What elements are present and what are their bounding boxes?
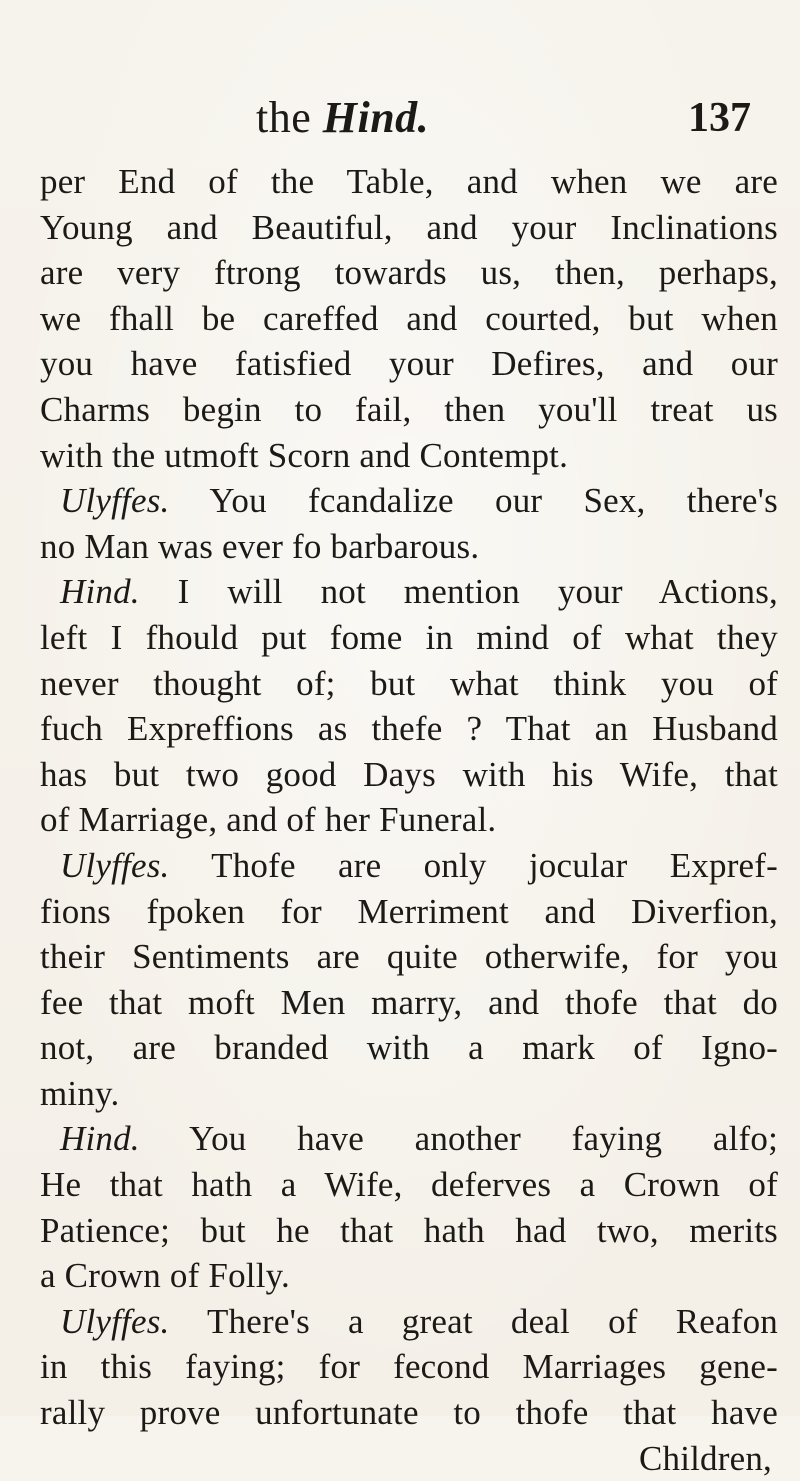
- line-text: we fhall be careffed and courted, but when: [40, 298, 778, 338]
- running-head: [256, 92, 429, 143]
- running-head-prefix: the: [256, 93, 312, 142]
- text-line: [40, 387, 778, 433]
- line-text: You have another faying alfo;: [139, 1119, 778, 1159]
- speaker-name: Hind.: [60, 1119, 140, 1159]
- body-text: [40, 159, 778, 1481]
- text-line: [40, 1025, 778, 1071]
- text-line: [40, 250, 778, 296]
- catchword: Children,: [638, 1438, 772, 1478]
- line-text: Thofe are only jocular Expref-: [169, 845, 778, 885]
- text-line: [40, 341, 778, 387]
- text-line: [40, 433, 778, 479]
- text-line: [40, 524, 778, 570]
- speaker-name: Ulyffes.: [60, 1301, 170, 1341]
- line-text: you have fatisfied your Defires, and our: [40, 344, 778, 384]
- speech-line: [40, 1116, 778, 1162]
- line-text: left I fhould put fome in mind of what they: [40, 617, 778, 657]
- text-line: [40, 797, 778, 843]
- line-text: fee that moft Men marry, and thofe that do: [40, 982, 778, 1022]
- text-line: [40, 1208, 778, 1254]
- text-line: [40, 1162, 778, 1208]
- line-text: no Man was ever fo barbarous.: [40, 526, 480, 566]
- text-line: [40, 1390, 778, 1436]
- speaker-name: Hind.: [60, 572, 140, 612]
- text-line: [40, 1344, 778, 1390]
- text-line: [40, 706, 778, 752]
- page-header: [0, 92, 800, 152]
- line-text: never thought of; but what think you of: [40, 663, 778, 703]
- line-text: are very ftrong towards us, then, perhaps,: [40, 253, 778, 293]
- page-number: 137: [688, 95, 751, 141]
- text-line: [40, 205, 778, 251]
- text-line: [40, 980, 778, 1026]
- text-line: [40, 661, 778, 707]
- speech-line: [40, 1299, 778, 1345]
- text-line: [40, 615, 778, 661]
- line-text: rally prove unfortunate to thofe that have: [40, 1393, 778, 1433]
- line-text: of Marriage, and of her Funeral.: [40, 800, 497, 840]
- speaker-name: Ulyffes.: [60, 481, 170, 521]
- speech-line: [40, 843, 778, 889]
- speech-line: [40, 569, 778, 615]
- text-line: [40, 159, 778, 205]
- line-text: with the utmoft Scorn and Contempt.: [40, 435, 569, 475]
- line-text: fions fpoken for Merriment and Diverfion,: [40, 891, 778, 931]
- line-text: Charms begin to fail, then you'll treat us: [40, 389, 778, 429]
- line-text: There's a great deal of Reafon: [169, 1301, 778, 1341]
- line-text: has but two good Days with his Wife, that: [40, 754, 778, 794]
- line-text: their Sentiments are quite otherwife, for you: [40, 937, 778, 977]
- line-text: per End of the Table, and when we are: [40, 162, 778, 201]
- speaker-name: Ulyffes.: [60, 845, 170, 885]
- running-head-name: Hind.: [322, 93, 430, 142]
- line-text: I will not mention your Actions,: [139, 572, 778, 612]
- text-line: [40, 752, 778, 798]
- text-line: [40, 1253, 778, 1299]
- text-line: [40, 934, 778, 980]
- line-text: in this faying; for fecond Marriages gene-: [40, 1347, 778, 1387]
- text-line: [40, 1071, 778, 1117]
- line-text: Young and Beautiful, and your Inclinations: [40, 207, 778, 247]
- line-text: not, are branded with a mark of Igno-: [40, 1028, 778, 1068]
- line-text: miny.: [40, 1073, 120, 1113]
- text-line: [40, 296, 778, 342]
- line-text: Patience; but he that hath had two, merits: [40, 1210, 778, 1250]
- line-text: You fcandalize our Sex, there's: [169, 481, 778, 521]
- speech-line: [40, 478, 778, 524]
- catchword-line: [40, 1436, 778, 1481]
- text-line: [40, 889, 778, 935]
- line-text: He that hath a Wife, deferves a Crown of: [40, 1165, 778, 1205]
- line-text: fuch Expreffions as thefe ? That an Husband: [40, 709, 778, 749]
- line-text: a Crown of Folly.: [40, 1256, 291, 1296]
